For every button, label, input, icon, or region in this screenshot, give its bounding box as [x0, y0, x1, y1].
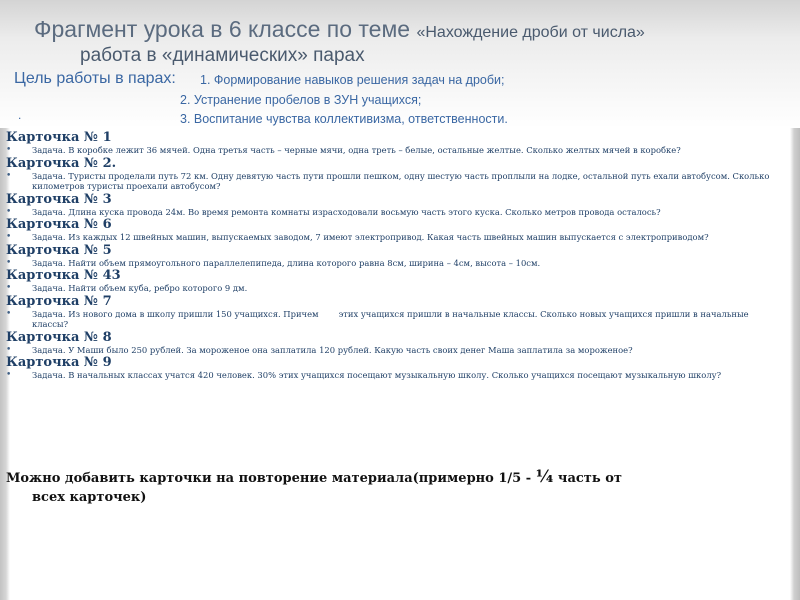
goal-label: Цель работы в парах:	[14, 70, 176, 87]
bullet-icon: •	[6, 308, 12, 319]
card-title: Карточка № 7	[6, 293, 112, 309]
bullet-icon: •	[6, 206, 12, 217]
card-9	[6, 355, 786, 381]
goal-item-1: 1. Формирование навыков решения задач на дроби;	[200, 73, 505, 87]
card-task: Задача. Найти объем прямоугольного параллелепипеда, длина которого равна 8см, ширина – 4см, высота – 10см.	[32, 257, 541, 268]
card-1	[6, 130, 786, 156]
card-title: Карточка № 1	[6, 130, 112, 145]
card-2	[6, 156, 786, 192]
slide-subtitle: работа в «динамических» парах	[80, 45, 365, 66]
bullet-icon: •	[6, 370, 12, 380]
card-title: Карточка № 2.	[6, 155, 117, 171]
footer-note	[6, 468, 766, 507]
card-title: Карточка № 9	[6, 355, 112, 370]
bullet-icon: •	[6, 170, 12, 181]
card-task: Задача. В коробке лежит 36 мячей. Одна третья часть – черные мячи, одна треть – белые, остальные желтые. Сколько желтых мячей в коробке?	[32, 145, 681, 155]
card-task: Задача. Длина куска провода 24м. Во время ремонта комнаты израсходовали восьмую часть этого куска. Сколько метров провода осталось?	[32, 206, 661, 217]
bullet-icon: •	[6, 257, 12, 268]
title-topic: «Нахождение дроби от числа»	[416, 24, 645, 41]
card-task: Задача. Найти объем куба, ребро которого 9 дм.	[32, 283, 248, 293]
card-list	[6, 130, 786, 381]
card-task-part-1: Задача. Из нового дома в школу пришли 150 учащихся. Причем	[32, 308, 319, 319]
card-title: Карточка № 8	[6, 329, 112, 345]
bullet-icon: •	[6, 283, 12, 293]
card-task: Задача. Из каждых 12 швейных машин, выпускаемых заводом, 7 имеют электропривод. Какая часть швейных машин выпускается с электроприводом?	[32, 232, 709, 242]
goal-dot: .	[18, 108, 22, 122]
card-7	[6, 294, 786, 330]
card-title: Карточка № 3	[6, 191, 112, 207]
card-6	[6, 217, 786, 243]
card-task	[32, 309, 786, 330]
slide-title	[34, 16, 645, 43]
card-title: Карточка № 43	[6, 268, 121, 283]
title-main: Фрагмент урока в 6 классе по теме	[34, 16, 417, 42]
card-task: Задача. В начальных классах учатся 420 человек. 30% этих учащихся посещают музыкальную школу. Сколько учащихся посещают музыкальную школу?	[32, 370, 722, 380]
card-task: Задача. Туристы проделали путь 72 км. Одну девятую часть пути прошли пешком, одну шестую часть проплыли на лодке, остальной путь ехали автобусом. Сколько километров туристы проехали автобусом?	[32, 170, 770, 191]
footer-line2: всех карточек)	[32, 490, 147, 505]
card-title: Карточка № 5	[6, 242, 112, 258]
goal-item-3: 3. Воспитание чувства коллективизма, ответственности.	[180, 112, 508, 126]
bullet-icon: •	[6, 344, 12, 355]
bullet-icon: •	[6, 145, 12, 155]
card-task-part-2: этих учащихся пришли в начальные классы. Сколько новых учащихся пришли в начальные классы?	[32, 308, 749, 329]
card-task: Задача. У Маши было 250 рублей. За мороженое она заплатила 120 рублей. Какую часть своих денег Маша заплатила за мороженое?	[32, 344, 633, 355]
footer-line1-part1: Можно добавить карточки на повторение материала(примерно 1/5 -	[6, 471, 536, 486]
footer-line1-part2: часть от	[553, 471, 622, 486]
goal-item-2: 2. Устранение пробелов в ЗУН учащихся;	[180, 93, 422, 107]
card-5	[6, 243, 786, 269]
bullet-icon: •	[6, 232, 12, 242]
footer-quarter: ¼	[535, 467, 554, 487]
card-43	[6, 268, 786, 294]
card-8	[6, 330, 786, 356]
card-title: Карточка № 6	[6, 217, 112, 232]
card-3	[6, 192, 786, 218]
